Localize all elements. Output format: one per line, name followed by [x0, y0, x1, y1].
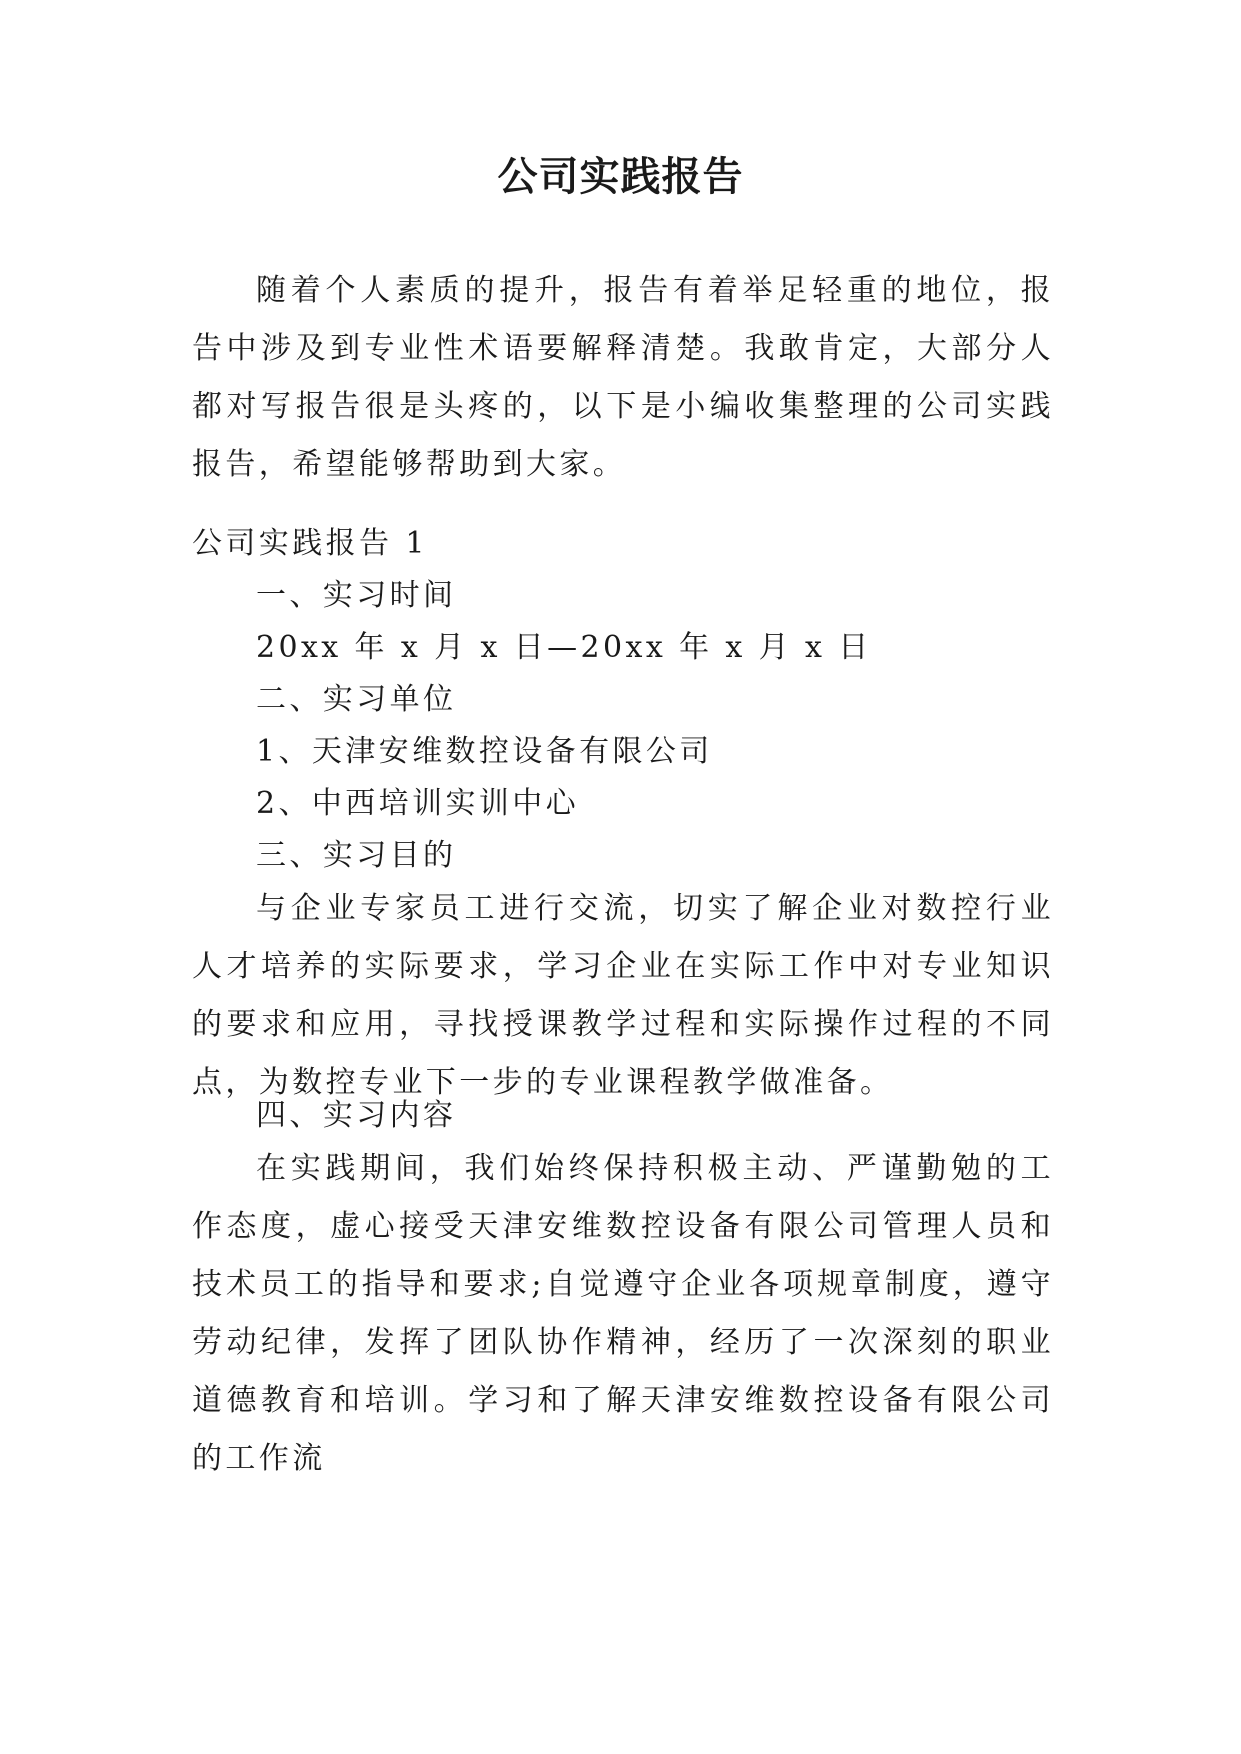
internship-time-range: 20xx 年 x 月 x 日—20xx 年 x 月 x 日 [256, 630, 872, 665]
purpose-paragraph: 与企业专家员工进行交流，切实了解企业对数控行业人才培养的实际要求，学习企业在实际工作中对专业知识的要求和应用，寻找授课教学过程和实际操作过程的不同点，为数控专业下一步的专业课程教学做准备。 [192, 891, 1054, 1100]
section-title: 公司实践报告 1 [192, 526, 428, 561]
content-paragraph: 在实践期间，我们始终保持积极主动、严谨勤勉的工作态度，虚心接受天津安维数控设备有限公司管理人员和技术员工的指导和要求;自觉遵守企业各项规章制度，遵守劳动纪律，发挥了团队协作精神，经历了一次深刻的职业道德教育和培训。学习和了解天津安维数控设备有限公司的工作流 [192, 1151, 1054, 1476]
document-title: 公司实践报告 [497, 153, 744, 200]
heading-internship-purpose: 三、实习目的 [256, 838, 457, 873]
heading-internship-content: 四、实习内容 [256, 1098, 457, 1133]
intro-paragraph: 随着个人素质的提升，报告有着举足轻重的地位，报告中涉及到专业性术语要解释清楚。我敢肯定，大部分人都对写报告很是头疼的，以下是小编收集整理的公司实践报告，希望能够帮助到大家。 [192, 273, 1054, 482]
heading-internship-unit: 二、实习单位 [256, 682, 457, 717]
heading-internship-time: 一、实习时间 [256, 578, 457, 613]
internship-unit-1: 1、天津安维数控设备有限公司 [256, 734, 713, 769]
internship-unit-2: 2、中西培训实训中心 [256, 786, 580, 821]
